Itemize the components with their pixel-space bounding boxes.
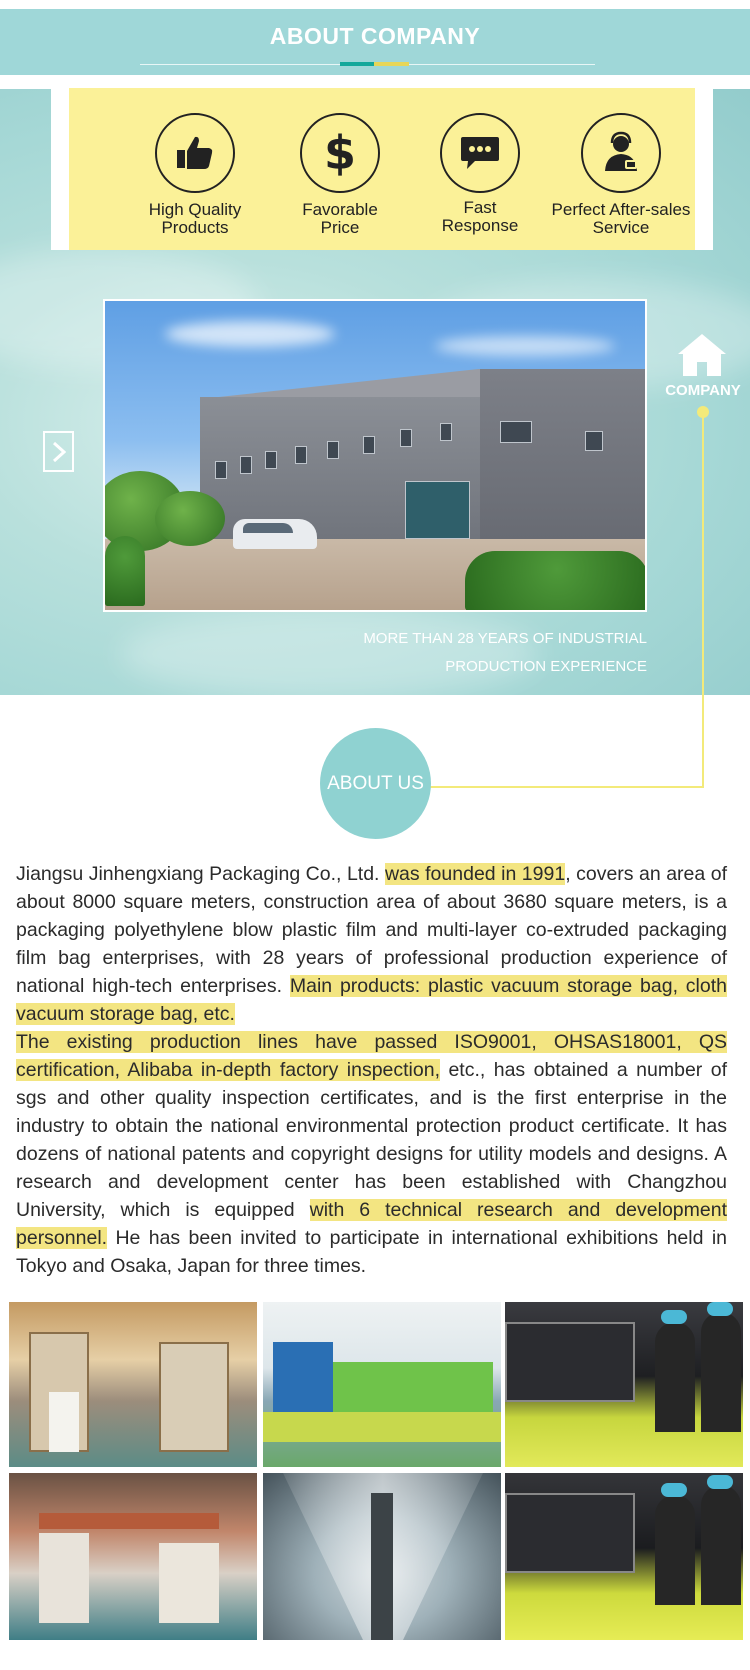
connector-line-horizontal [430,786,704,788]
feature-label: Perfect After-sales Service [551,200,691,237]
slider-next-button[interactable] [43,431,74,472]
photo-window [295,446,307,464]
section-header [0,9,750,75]
gallery-photo-bag-machine [263,1302,501,1467]
gallery-photo-extrusion-tower [9,1473,257,1640]
company-side-label: COMPANY [665,382,741,399]
photo-machine [505,1322,635,1402]
gallery-photo-workers-machine [505,1473,743,1640]
photo-worker [701,1485,741,1605]
photo-window [440,423,452,441]
highlight-certifications: The existing production lines have passed ISO9001, OHSAS18001, QS certification, Alibaba in-depth factory inspection, [16,1031,727,1081]
photo-worker [701,1312,741,1432]
feature-service [546,88,696,250]
feature-price [265,88,415,250]
about-us-badge [320,728,431,839]
photo-hairnet [661,1483,687,1497]
photo-machine [273,1342,333,1412]
feature-label: Fast Response [441,198,519,235]
feature-quality [120,88,270,250]
photo-hairnet [661,1310,687,1324]
highlight-products: Main products: plastic vacuum storage bag, cloth vacuum storage bag, etc. [16,975,727,1025]
photo-hairnet [707,1302,733,1316]
photo-platform [39,1513,219,1529]
title-accent-yellow [374,62,409,66]
photo-window [500,421,532,443]
home-icon [676,332,728,378]
hero-caption: MORE THAN 28 YEARS OF INDUSTRIAL PRODUCTION EXPERIENCE [363,630,647,675]
photo-window [327,441,339,459]
dollar-icon: $ [300,113,380,193]
photo-film [263,1412,501,1442]
photo-building-front [480,369,647,547]
about-description [16,860,727,1280]
photo-window [265,451,277,469]
photo-hedge [465,551,647,611]
text-segment: He has been invited to participate in international exhibitions held in Tokyo and Osaka, Japan for three times. [16,1227,727,1277]
photo-window [240,456,252,474]
photo-film-roll [49,1392,79,1452]
photo-machine [159,1342,229,1452]
photo-worker [655,1495,695,1605]
chevron-right-icon [52,441,66,463]
text-segment: , covers an area of about 8000 square meters, construction area of about 3680 square meters, is a packaging polyethylene blow plastic film and multi-layer co-extruded packaging film bag enterprises, with 28 years of professional production experience of national high-tech enterprises. [16,863,727,997]
chat-bubble-icon [440,113,520,193]
photo-pipe [371,1493,393,1640]
feature-response [405,88,555,250]
text-segment: etc., has obtained a number of sgs and other quality inspection certificates, and is the first enterprise in the industry to obtain the national environmental protection product certificate. It has dozens of national patents and copyright designs for utility models and designs. A research and development center has been established with Changzhou University, which is equipped [16,1059,727,1221]
photo-machine [39,1533,89,1623]
feature-label: Favorable Price [302,200,378,237]
title-accent-teal [340,62,374,66]
photo-worker [655,1322,695,1432]
photo-machine [159,1543,219,1623]
factory-building-photo [103,299,647,612]
text-segment: Jiangsu Jinhengxiang Packaging Co., Ltd. [16,863,385,885]
feature-panel [69,88,695,250]
support-agent-icon [581,113,661,193]
photo-hedge [105,536,145,606]
photo-hairnet [707,1475,733,1489]
about-us-label: ABOUT US [327,772,424,794]
thumbs-up-icon [155,113,235,193]
photo-cloud [165,321,335,347]
photo-window [215,461,227,479]
photo-machine [505,1493,635,1573]
photo-car [233,519,317,549]
connector-line-vertical [702,416,704,788]
photo-tree [155,491,225,546]
photo-window [400,429,412,447]
highlight-founded: was founded in 1991 [384,863,566,885]
photo-cloud [435,336,615,356]
gallery-photo-workers-inspection [505,1302,743,1467]
section-title: ABOUT COMPANY [269,23,481,49]
highlight-personnel: with 6 technical research and development personnel. [16,1199,727,1249]
photo-window [363,436,375,454]
gallery-photo-film-bubble [263,1473,501,1640]
photo-entrance [405,481,470,539]
photo-window [585,431,603,451]
gallery-photo-blown-film-line [9,1302,257,1467]
feature-label: High Quality Products [148,200,242,237]
